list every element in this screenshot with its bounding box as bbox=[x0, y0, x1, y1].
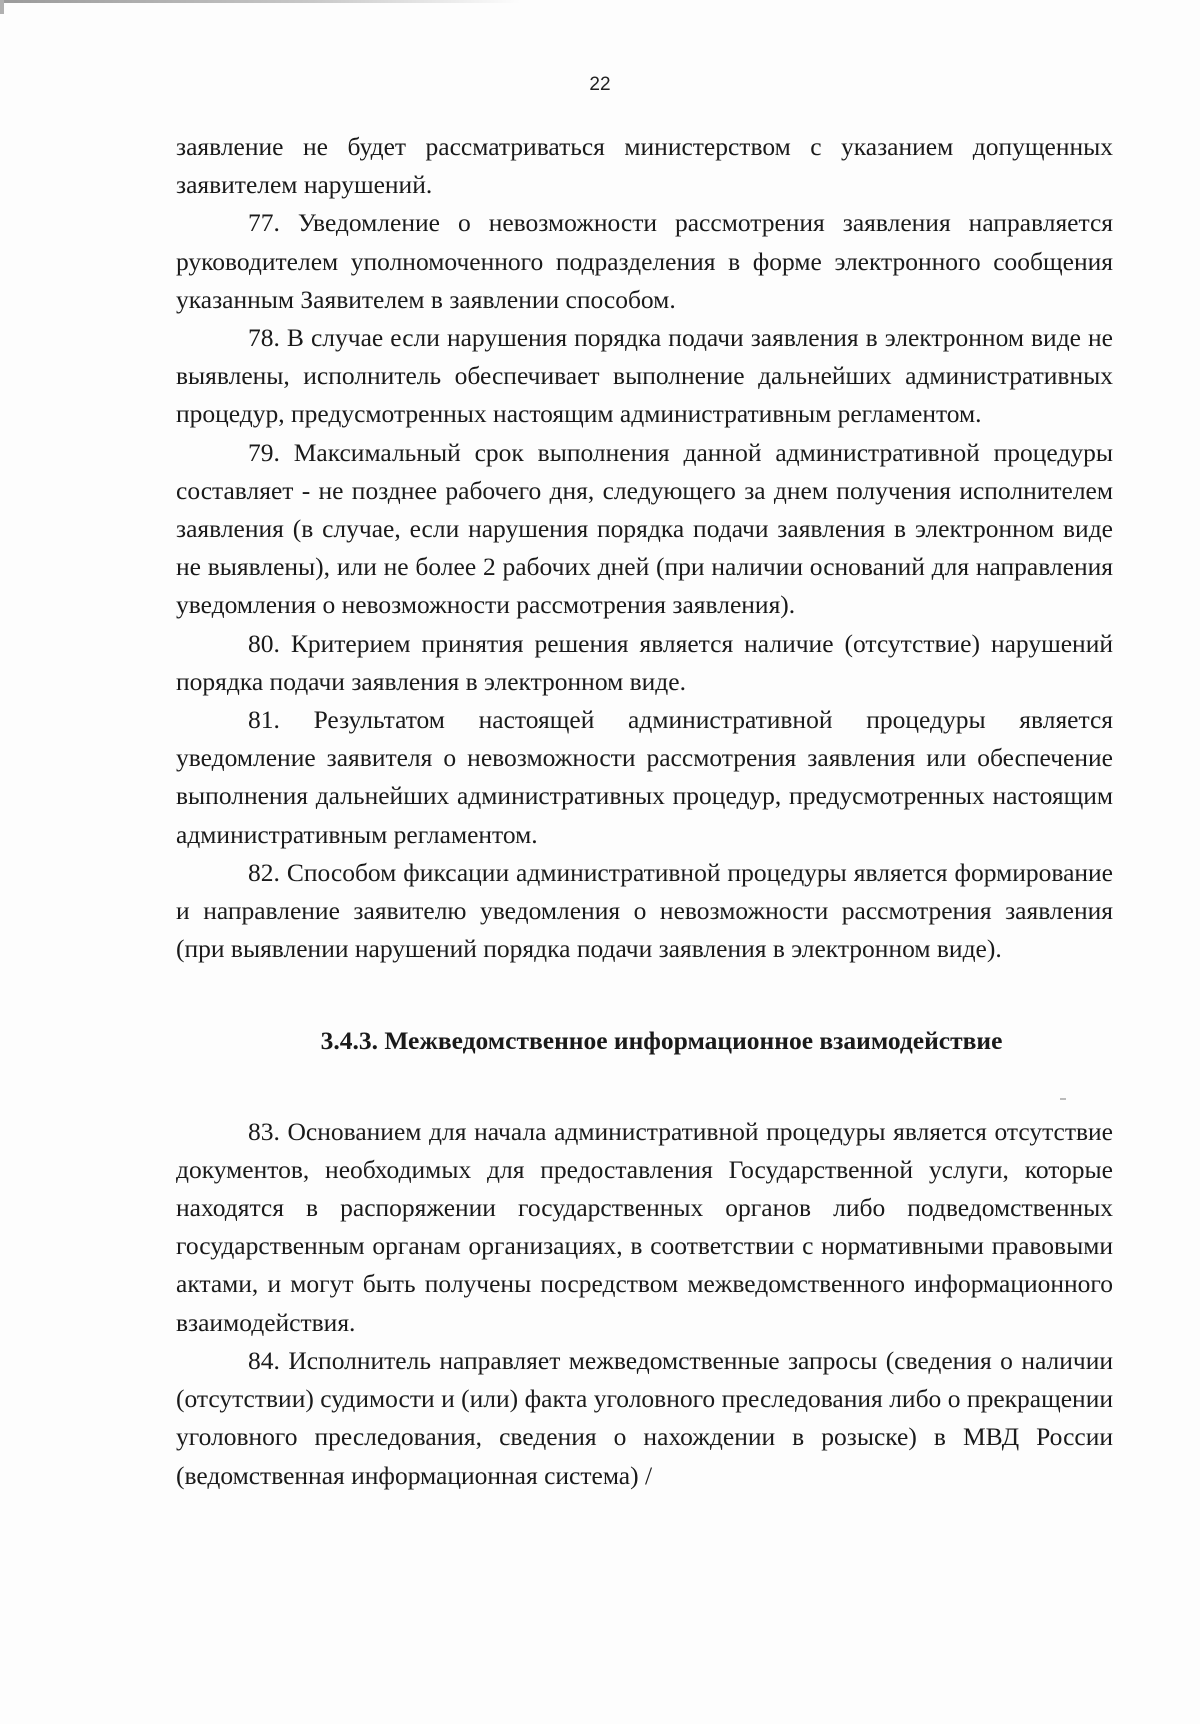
paragraph-80: 80. Критерием принятия решения является наличие (отсутствие) нарушений порядка подачи заявления в электронном виде. bbox=[176, 628, 1113, 696]
paragraph-83: 83. Основанием для начала административной процедуры является отсутствие документов, необходимых для предоставления Государственной услуги, которые находятся в распоряжении государственных органов либо подведомственных государственным органам организациях, в соответствии с нормативными правовыми актами, и могут быть получены посредством межведомственного информационного взаимодействия. bbox=[176, 1116, 1113, 1337]
paragraph-79: 79. Максимальный срок выполнения данной административной процедуры составляет - не позднее рабочего дня, следующего за днем получения исполнителем заявления (в случае, если нарушения порядка подачи заявления в электронном виде не выявлены), или не более 2 рабочих дней (при наличии оснований для направления уведомления о невозможности рассмотрения заявления). bbox=[176, 437, 1113, 620]
paragraph-81: 81. Результатом настоящей административной процедуры является уведомление заявителя о невозможности рассмотрения заявления или обеспечение выполнения дальнейших административных процедур, предусмотренных настоящим административным регламентом. bbox=[176, 705, 1113, 849]
scan-speck-artifact bbox=[1060, 1098, 1066, 1100]
section-heading: 3.4.3. Межведомственное информационное взаимодействие bbox=[320, 1026, 1003, 1056]
document-body bbox=[176, 128, 1113, 1495]
scan-corner-artifact bbox=[0, 0, 4, 14]
paragraph-78: 78. В случае если нарушения порядка подачи заявления в электронном виде не выявлены, исполнитель обеспечивает выполнение дальнейших административных процедур, предусмотренных настоящим административным регламентом. bbox=[176, 323, 1113, 429]
paragraph-84: 84. Исполнитель направляет межведомственные запросы (сведения о наличии (отсутствии) судимости и (или) факта уголовного преследования либо о прекращении уголовного преследования, сведения о нахождении в розыске) в МВД России (ведомственная информационная система) / bbox=[176, 1345, 1113, 1490]
paragraph-continuation: заявление не будет рассматриваться министерством с указанием допущенных заявителем нарушений. bbox=[176, 132, 1113, 200]
paragraph-82: 82. Способом фиксации административной процедуры является формирование и направление заявителю уведомления о невозможности рассмотрения заявления (при выявлении нарушений порядка подачи заявления в электронном виде). bbox=[176, 857, 1113, 964]
paragraph-77: 77. Уведомление о невозможности рассмотрения заявления направляется руководителем уполномоченного подразделения в форме электронного сообщения указанным Заявителем в заявлении способом. bbox=[176, 208, 1113, 314]
scan-edge-artifact bbox=[0, 0, 520, 3]
page-number: 22 bbox=[589, 74, 611, 95]
